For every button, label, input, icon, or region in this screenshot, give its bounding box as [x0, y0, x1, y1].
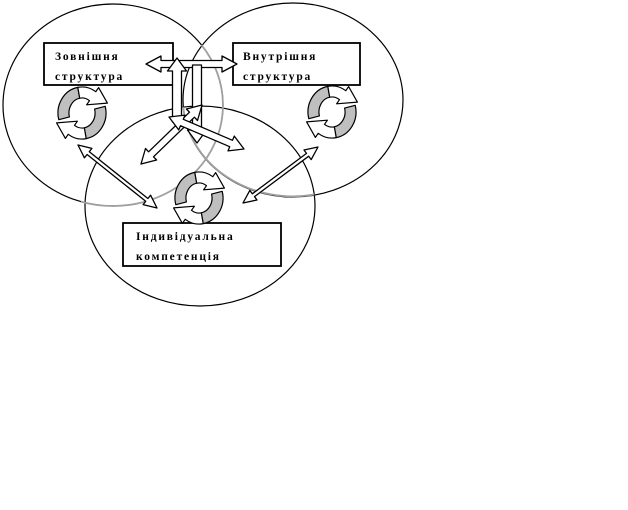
external-structure-label [55, 47, 124, 87]
internal-structure-label-line2: структура [243, 71, 313, 83]
individual-competence-label-line2: компетенція [136, 251, 221, 263]
external-structure-label-line1: Зовнішня [55, 51, 120, 63]
double-arrow-center-to-lower-right [169, 115, 244, 151]
double-arrow-between-structures [146, 56, 237, 72]
double-arrow-internal-individual [243, 147, 318, 203]
cycle-arrows-icon-bottom [174, 172, 225, 224]
internal-structure-label-line1: Внутрішня [243, 51, 318, 63]
individual-competence-label-line1: Індивідуальна [136, 231, 235, 243]
individual-competence-label [136, 227, 235, 267]
external-structure-label-line2: структура [55, 71, 125, 83]
cycle-arrows-icon-left [57, 87, 108, 139]
cycle-arrows-icon-right [307, 86, 358, 138]
internal-structure-label [243, 47, 317, 87]
